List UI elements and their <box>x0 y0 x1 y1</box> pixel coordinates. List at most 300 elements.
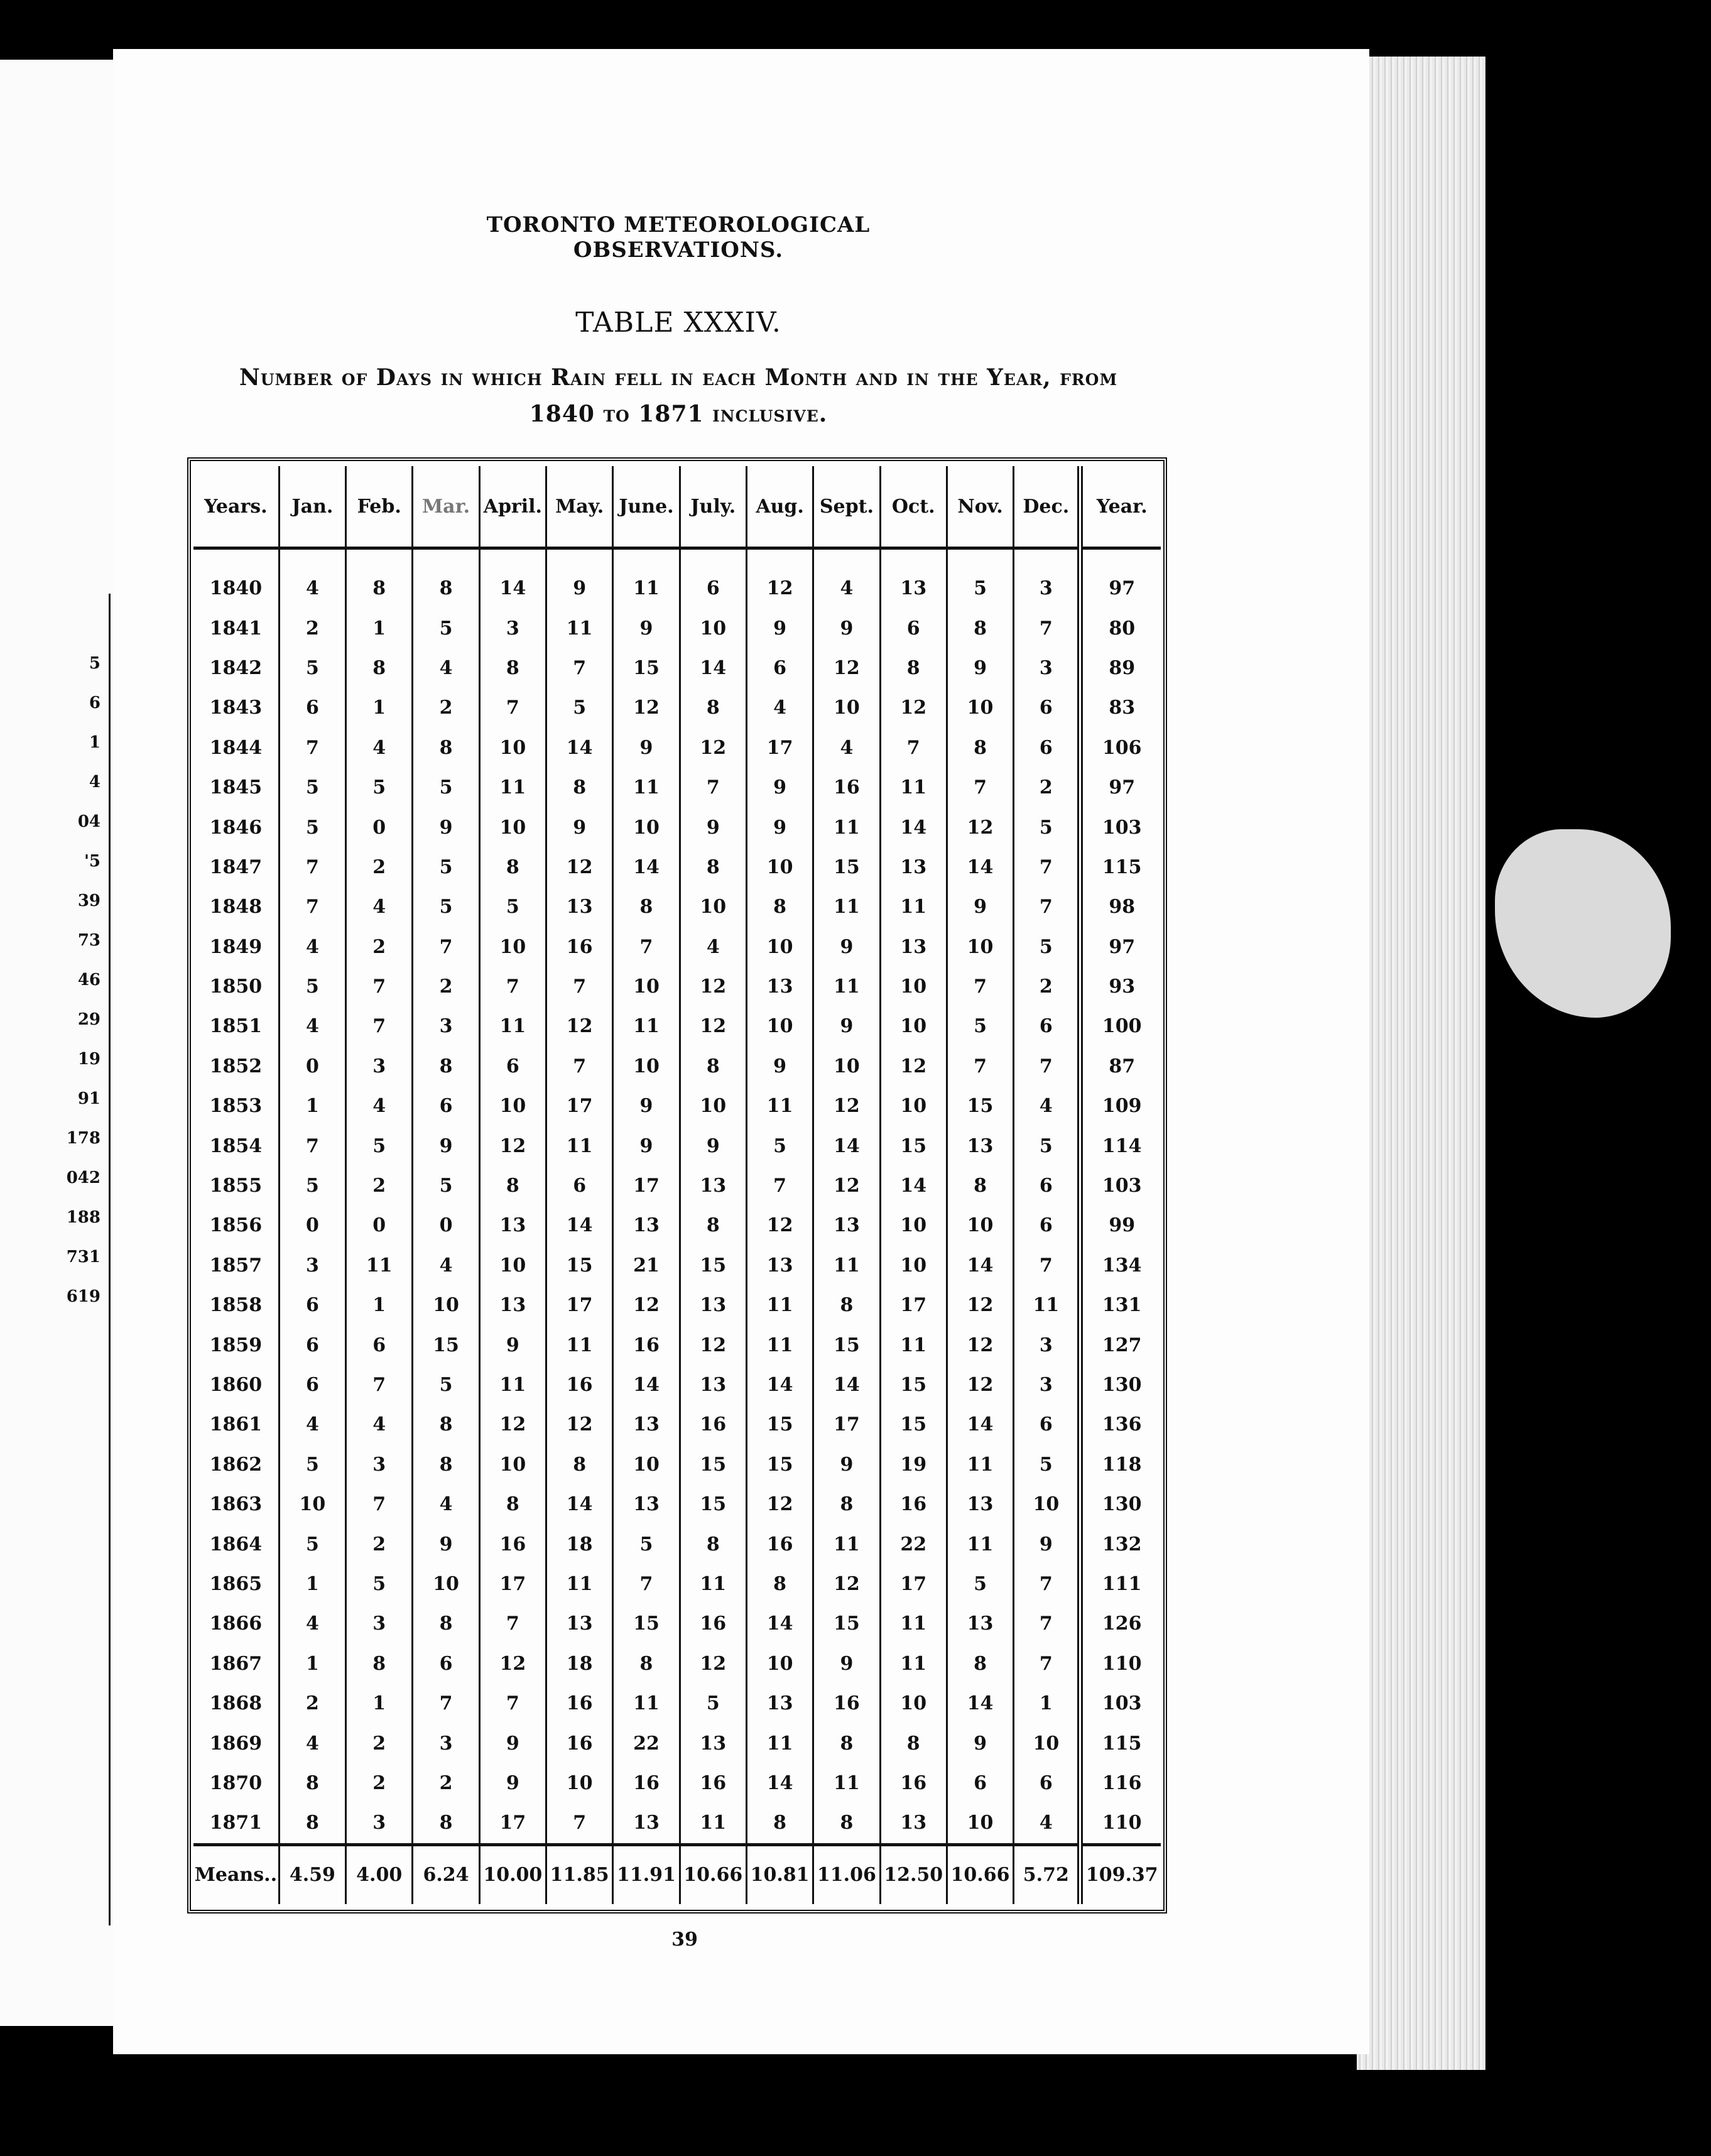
column-header: Year. <box>1080 466 1161 548</box>
table-cell: 7 <box>279 887 345 927</box>
table-cell: 16 <box>479 1524 546 1564</box>
table-cell: 16 <box>680 1604 746 1643</box>
table-cell: 7 <box>346 967 413 1006</box>
year-cell: 1857 <box>209 1254 263 1277</box>
table-cell: 10 <box>479 1445 546 1484</box>
table-cell: 8 <box>479 847 546 887</box>
table-cell: 8 <box>880 648 947 688</box>
table-cell: 16 <box>813 1684 880 1723</box>
table-cell: 14 <box>546 1206 612 1245</box>
table-cell: 110 <box>1080 1803 1161 1844</box>
table-cell: 5 <box>413 1166 479 1206</box>
table-row <box>193 1285 1161 1325</box>
table-cell: 10 <box>479 1086 546 1126</box>
table-cell: 14 <box>746 1763 813 1803</box>
table-cell: 17 <box>479 1803 546 1844</box>
table-cell: 15 <box>880 1405 947 1444</box>
table-cell: 14 <box>613 847 680 887</box>
table-cell: 6 <box>1014 1405 1080 1444</box>
table-cell: 9 <box>746 1047 813 1086</box>
table-cell: 8 <box>680 1206 746 1245</box>
table-cell: 7 <box>1014 1604 1080 1643</box>
table-cell: 12 <box>947 1325 1013 1364</box>
subtitle-line-1: Number of Days in which Rain fell in each Month and in the Year, from <box>239 364 1118 391</box>
table-cell: 13 <box>546 1604 612 1643</box>
table-cell: 16 <box>613 1763 680 1803</box>
table-cell: 12 <box>546 1405 612 1444</box>
table-cell: 14 <box>813 1365 880 1405</box>
table-cell: 7 <box>1014 887 1080 927</box>
table-cell: 9 <box>546 548 612 609</box>
means-cell: 11.85 <box>546 1844 612 1904</box>
table-cell: 2 <box>1014 768 1080 807</box>
table-cell: 15 <box>680 1484 746 1524</box>
table-cell: 10 <box>947 688 1013 727</box>
table-cell: 10 <box>680 887 746 927</box>
table-cell: 15 <box>813 1325 880 1364</box>
means-cell: 11.06 <box>813 1844 880 1904</box>
table-cell: 14 <box>947 1246 1013 1285</box>
table-row <box>193 1365 1161 1405</box>
facing-page <box>0 60 124 2026</box>
table-cell: 8 <box>413 1604 479 1643</box>
facing-page-number: 91 <box>77 1089 100 1108</box>
table-cell: 8 <box>813 1803 880 1844</box>
table-cell: 6 <box>1014 1166 1080 1206</box>
table-cell: 103 <box>1080 1166 1161 1206</box>
table-cell: 6 <box>279 1325 345 1364</box>
table-cell: 136 <box>1080 1405 1161 1444</box>
table-cell: 13 <box>613 1803 680 1844</box>
table-cell: 13 <box>880 1803 947 1844</box>
table-cell: 14 <box>546 1484 612 1524</box>
table-cell: 11 <box>813 887 880 927</box>
table-cell: 2 <box>413 688 479 727</box>
table-cell: 11 <box>613 548 680 609</box>
table-cell: 13 <box>880 927 947 967</box>
table-cell: 5 <box>279 1166 345 1206</box>
table-row <box>193 768 1161 807</box>
table-cell: 4 <box>746 688 813 727</box>
table-cell: 11 <box>813 807 880 847</box>
table-cell: 6 <box>1014 728 1080 768</box>
table-cell: 4 <box>279 927 345 967</box>
year-cell: 1851 <box>209 1015 263 1038</box>
table-cell: 9 <box>479 1723 546 1763</box>
table-cell: 12 <box>613 1285 680 1325</box>
table-cell: 2 <box>1014 967 1080 1006</box>
table-cell: 12 <box>813 1564 880 1604</box>
table-cell: 15 <box>613 1604 680 1643</box>
table-cell: 5 <box>1014 1445 1080 1484</box>
table-cell: 7 <box>680 768 746 807</box>
table-cell: 2 <box>346 847 413 887</box>
table-cell: 6 <box>279 1285 345 1325</box>
table-cell: 9 <box>546 807 612 847</box>
table-cell: 4 <box>346 728 413 768</box>
table-cell: 14 <box>947 1684 1013 1723</box>
table-cell: 10 <box>680 608 746 648</box>
table-cell: 7 <box>1014 1246 1080 1285</box>
year-cell: 1854 <box>209 1135 263 1157</box>
table-row <box>193 1126 1161 1165</box>
table-cell: 17 <box>546 1285 612 1325</box>
table-cell: 5 <box>346 1126 413 1165</box>
table-cell: 6 <box>1014 1206 1080 1245</box>
table-cell: 4 <box>1014 1803 1080 1844</box>
table-cell: 9 <box>813 1445 880 1484</box>
table-cell: 11 <box>746 1086 813 1126</box>
table-cell: 12 <box>880 688 947 727</box>
table-cell: 5 <box>413 768 479 807</box>
table-cell: 1 <box>279 1086 345 1126</box>
table-cell: 7 <box>479 967 546 1006</box>
table-cell: 8 <box>746 1564 813 1604</box>
table-cell: 11 <box>546 1325 612 1364</box>
table-cell: 8 <box>413 1047 479 1086</box>
table-cell: 13 <box>746 1246 813 1285</box>
table-row <box>193 1206 1161 1245</box>
means-cell: 11.91 <box>613 1844 680 1904</box>
table-cell: 7 <box>546 1803 612 1844</box>
table-cell: 5 <box>346 1564 413 1604</box>
table-cell: 15 <box>680 1445 746 1484</box>
means-cell: 10.66 <box>947 1844 1013 1904</box>
table-cell: 97 <box>1080 768 1161 807</box>
table-cell: 2 <box>413 1763 479 1803</box>
table-cell: 8 <box>680 1047 746 1086</box>
table-cell: 11 <box>880 1644 947 1684</box>
table-row <box>193 1644 1161 1684</box>
table-cell: 9 <box>813 1644 880 1684</box>
table-cell: 131 <box>1080 1285 1161 1325</box>
table-cell: 10 <box>947 1803 1013 1844</box>
table-cell: 10 <box>479 927 546 967</box>
table-cell: 12 <box>680 1325 746 1364</box>
table-cell: 12 <box>813 648 880 688</box>
table-cell: 8 <box>880 1723 947 1763</box>
table-cell: 134 <box>1080 1246 1161 1285</box>
column-header: Mar. <box>413 466 479 548</box>
table-cell: 10 <box>880 1086 947 1126</box>
table-row <box>193 608 1161 648</box>
table-cell: 10 <box>413 1564 479 1604</box>
facing-page-numbers <box>50 644 100 1317</box>
table-cell: 4 <box>279 1006 345 1046</box>
table-header-row <box>193 466 1161 548</box>
table-cell: 9 <box>746 608 813 648</box>
table-cell: 98 <box>1080 887 1161 927</box>
table-cell: 10 <box>479 1246 546 1285</box>
table-cell: 8 <box>746 887 813 927</box>
table-cell: 11 <box>746 1285 813 1325</box>
table-cell: 114 <box>1080 1126 1161 1165</box>
table-cell: 16 <box>546 1723 612 1763</box>
table-cell: 7 <box>279 1126 345 1165</box>
table-cell: 3 <box>1014 1365 1080 1405</box>
year-cell: 1841 <box>209 617 263 640</box>
column-header: Nov. <box>947 466 1013 548</box>
table-cell: 2 <box>346 1723 413 1763</box>
table-cell: 9 <box>479 1325 546 1364</box>
table-cell: 5 <box>279 768 345 807</box>
table-cell: 7 <box>1014 1644 1080 1684</box>
table-cell: 7 <box>613 927 680 967</box>
table-cell: 3 <box>479 608 546 648</box>
table-cell: 17 <box>880 1285 947 1325</box>
table-cell: 9 <box>746 807 813 847</box>
table-cell: 5 <box>613 1524 680 1564</box>
table-cell: 10 <box>613 1445 680 1484</box>
table-row <box>193 1484 1161 1524</box>
table-cell: 0 <box>413 1206 479 1245</box>
table-row <box>193 1086 1161 1126</box>
table-cell: 16 <box>680 1405 746 1444</box>
means-cell: 12.50 <box>880 1844 947 1904</box>
means-cell: 6.24 <box>413 1844 479 1904</box>
table-cell: 11 <box>947 1524 1013 1564</box>
table-cell: 4 <box>279 1405 345 1444</box>
table-cell: 17 <box>546 1086 612 1126</box>
table-cell: 8 <box>680 847 746 887</box>
table-cell: 6 <box>479 1047 546 1086</box>
table-cell: 2 <box>346 927 413 967</box>
table-cell: 110 <box>1080 1644 1161 1684</box>
page-edges <box>1357 57 1486 2070</box>
table-cell: 5 <box>413 887 479 927</box>
year-cell: 1848 <box>209 896 263 918</box>
table-cell: 11 <box>613 1684 680 1723</box>
table-row <box>193 927 1161 967</box>
table-row <box>193 1445 1161 1484</box>
table-cell: 2 <box>279 608 345 648</box>
table-cell: 11 <box>813 1246 880 1285</box>
table-cell: 15 <box>813 847 880 887</box>
table-cell: 5 <box>279 648 345 688</box>
table-cell: 10 <box>479 728 546 768</box>
table-cell: 11 <box>479 1365 546 1405</box>
table-row <box>193 1763 1161 1803</box>
table-row <box>193 1006 1161 1046</box>
table-cell: 14 <box>880 807 947 847</box>
table-cell: 2 <box>413 967 479 1006</box>
table-cell: 22 <box>613 1723 680 1763</box>
table-cell: 7 <box>1014 1047 1080 1086</box>
table-cell: 9 <box>613 608 680 648</box>
table-cell: 4 <box>813 728 880 768</box>
table-title: TABLE XXXIV. <box>575 307 781 339</box>
table-cell: 3 <box>413 1006 479 1046</box>
table-cell: 13 <box>947 1484 1013 1524</box>
table-cell: 12 <box>813 1166 880 1206</box>
means-cell: 4.59 <box>279 1844 345 1904</box>
facing-page-number: 1 <box>89 733 100 752</box>
table-cell: 8 <box>479 648 546 688</box>
table-cell: 3 <box>346 1803 413 1844</box>
table-cell: 5 <box>413 1365 479 1405</box>
table-cell: 11 <box>746 1325 813 1364</box>
table-cell: 9 <box>413 1524 479 1564</box>
table-cell: 8 <box>413 1405 479 1444</box>
table-cell: 109 <box>1080 1086 1161 1126</box>
table-cell: 15 <box>413 1325 479 1364</box>
table-cell: 7 <box>613 1564 680 1604</box>
table-row <box>193 1166 1161 1206</box>
table-row <box>193 887 1161 927</box>
table-cell: 7 <box>413 927 479 967</box>
table-cell: 18 <box>546 1524 612 1564</box>
table-cell: 7 <box>346 1006 413 1046</box>
table-cell: 13 <box>479 1285 546 1325</box>
table-cell: 7 <box>279 847 345 887</box>
table-cell: 9 <box>413 807 479 847</box>
table-cell: 6 <box>279 688 345 727</box>
table-cell: 10 <box>613 1047 680 1086</box>
column-header: Sept. <box>813 466 880 548</box>
table-cell: 100 <box>1080 1006 1161 1046</box>
table-cell: 89 <box>1080 648 1161 688</box>
table-cell: 10 <box>613 807 680 847</box>
table-cell: 10 <box>1014 1723 1080 1763</box>
table-cell: 8 <box>746 1803 813 1844</box>
table-cell: 5 <box>346 768 413 807</box>
year-cell: 1842 <box>209 656 263 679</box>
table-cell: 8 <box>813 1723 880 1763</box>
table-cell: 6 <box>880 608 947 648</box>
table-cell: 3 <box>1014 548 1080 609</box>
table-cell: 8 <box>346 648 413 688</box>
table-cell: 11 <box>613 768 680 807</box>
table-cell: 4 <box>413 648 479 688</box>
year-cell: 1867 <box>209 1652 263 1675</box>
table-cell: 13 <box>546 887 612 927</box>
year-cell: 1855 <box>209 1175 263 1197</box>
table-cell: 9 <box>1014 1524 1080 1564</box>
table-row <box>193 1604 1161 1643</box>
table-cell: 11 <box>880 887 947 927</box>
table-cell: 2 <box>346 1524 413 1564</box>
table-cell: 12 <box>546 847 612 887</box>
facing-page-number: 178 <box>66 1129 100 1148</box>
table-cell: 5 <box>546 688 612 727</box>
table-cell: 17 <box>880 1564 947 1604</box>
table-cell: 6 <box>279 1365 345 1405</box>
table-cell: 3 <box>413 1723 479 1763</box>
table-cell: 8 <box>813 1484 880 1524</box>
table-cell: 115 <box>1080 1723 1161 1763</box>
table-cell: 103 <box>1080 807 1161 847</box>
table-cell: 11 <box>880 768 947 807</box>
table-cell: 10 <box>880 1006 947 1046</box>
table-cell: 22 <box>880 1524 947 1564</box>
table-cell: 1 <box>346 608 413 648</box>
table-cell: 12 <box>680 967 746 1006</box>
facing-page-number: 19 <box>77 1050 100 1069</box>
table-cell: 10 <box>279 1484 345 1524</box>
table-cell: 7 <box>1014 847 1080 887</box>
table-cell: 7 <box>479 1684 546 1723</box>
facing-page-number: 188 <box>66 1208 100 1227</box>
facing-page-number: 73 <box>77 931 100 950</box>
table-cell: 9 <box>613 1086 680 1126</box>
table-cell: 11 <box>613 1006 680 1046</box>
table-cell: 14 <box>613 1365 680 1405</box>
means-cell: 109.37 <box>1080 1844 1161 1904</box>
table-cell: 2 <box>346 1166 413 1206</box>
column-header: Jan. <box>279 466 345 548</box>
table-cell: 13 <box>880 548 947 609</box>
table-cell: 9 <box>947 648 1013 688</box>
year-cell: 1865 <box>209 1572 263 1595</box>
table-cell: 97 <box>1080 927 1161 967</box>
table-cell: 10 <box>880 1246 947 1285</box>
table-cell: 7 <box>746 1166 813 1206</box>
table-cell: 9 <box>947 887 1013 927</box>
year-cell: 1846 <box>209 816 263 839</box>
table-row <box>193 1047 1161 1086</box>
table-cell: 11 <box>1014 1285 1080 1325</box>
table-cell: 11 <box>680 1564 746 1604</box>
table-cell: 3 <box>1014 648 1080 688</box>
table-cell: 103 <box>1080 1684 1161 1723</box>
torn-paper-fragment <box>1495 829 1671 1018</box>
table-cell: 5 <box>479 887 546 927</box>
year-cell: 1852 <box>209 1055 263 1077</box>
table-cell: 10 <box>880 1206 947 1245</box>
table-cell: 8 <box>680 1524 746 1564</box>
table-row <box>193 1246 1161 1285</box>
table-cell: 8 <box>947 728 1013 768</box>
table-cell: 3 <box>1014 1325 1080 1364</box>
table-row <box>193 807 1161 847</box>
subtitle-line-2: 1840 to 1871 inclusive. <box>529 401 828 427</box>
table-cell: 9 <box>813 927 880 967</box>
year-cell: 1866 <box>209 1613 263 1635</box>
table-cell: 14 <box>746 1365 813 1405</box>
facing-page-number: '5 <box>84 852 100 871</box>
year-cell: 1870 <box>209 1772 263 1794</box>
table-cell: 6 <box>413 1644 479 1684</box>
table-cell: 10 <box>746 927 813 967</box>
table-cell: 5 <box>947 548 1013 609</box>
year-cell: 1849 <box>209 935 263 958</box>
table-cell: 15 <box>880 1126 947 1165</box>
table-cell: 12 <box>680 1006 746 1046</box>
table-cell: 130 <box>1080 1484 1161 1524</box>
table-cell: 21 <box>613 1246 680 1285</box>
table-cell: 10 <box>613 967 680 1006</box>
table-cell: 11 <box>813 967 880 1006</box>
table-row <box>193 1405 1161 1444</box>
year-cell: 1862 <box>209 1453 263 1476</box>
table-cell: 8 <box>279 1803 345 1844</box>
table-cell: 6 <box>546 1166 612 1206</box>
table-cell: 4 <box>680 927 746 967</box>
table-cell: 9 <box>813 1006 880 1046</box>
table-cell: 11 <box>880 1325 947 1364</box>
table-cell: 16 <box>546 1365 612 1405</box>
table-cell: 16 <box>680 1763 746 1803</box>
table-cell: 13 <box>746 967 813 1006</box>
facing-page-number: 04 <box>77 812 100 831</box>
table-cell: 8 <box>613 887 680 927</box>
running-header: TORONTO METEOROLOGICAL OBSERVATIONS. <box>486 212 871 263</box>
table-cell: 4 <box>279 548 345 609</box>
table-cell: 10 <box>746 847 813 887</box>
table-row <box>193 1803 1161 1844</box>
year-cell: 1845 <box>209 776 263 799</box>
table-cell: 16 <box>613 1325 680 1364</box>
